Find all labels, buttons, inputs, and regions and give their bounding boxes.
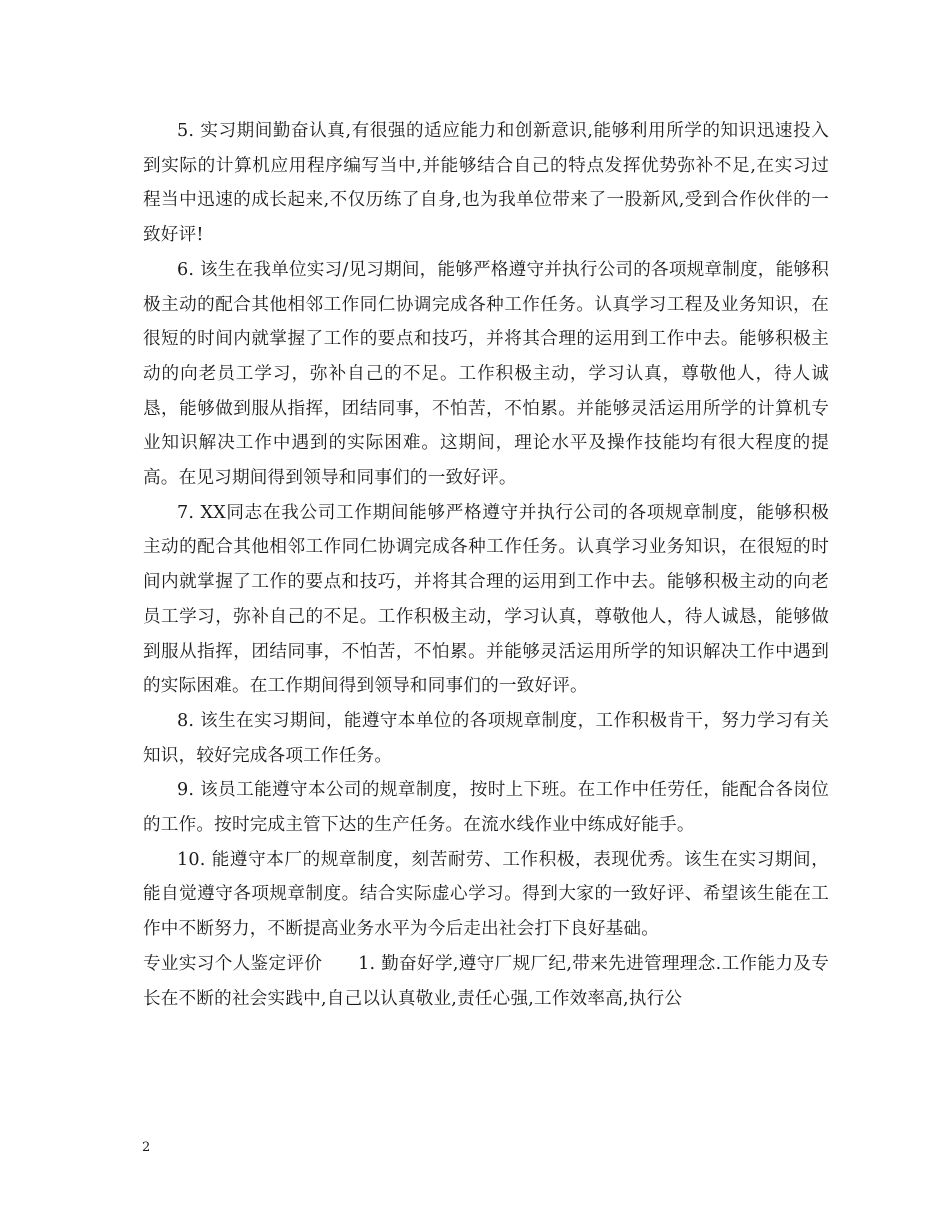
paragraph-10: 10. 能遵守本厂的规章制度，刻苦耐劳、工作积极，表现优秀。该生在实习期间，能自觉遵守各项规章制度。结合实际虚心学习。得到大家的一致好评、希望该生能在工作中不断努力，不断提高业务水平为今后走出社会打下良好基础。 (143, 849, 829, 940)
paragraph-8: 8. 该生在实习期间，能遵守本单位的各项规章制度，工作积极肯干，努力学习有关知识，较好完成各项工作任务。 (143, 710, 829, 766)
paragraph-5: 5. 实习期间勤奋认真,有很强的适应能力和创新意识,能够利用所学的知识迅速投入到实际的计算机应用程序编写当中,并能够结合自己的特点发挥优势弥补不足,在实习过程当中迅速的成长起来,不仅历练了自身,也为我单位带来了一股新风,受到合作伙伴的一致好评! (143, 121, 829, 246)
paragraph-7: 7. XX同志在我公司工作期间能够严格遵守并执行公司的各项规章制度，能够积极主动的配合其他相邻工作同仁协调完成各种工作任务。认真学习业务知识，在很短的时间内就掌握了工作的要点和技巧，并将其合理的运用到工作中去。能够积极主动的向老员工学习，弥补自己的不足。工作积极主动，学习认真，尊敬他人，待人诚恳，能够做到服从指挥，团结同事，不怕苦，不怕累。并能够灵活运用所学的知识解决工作中遇到的实际困难。在工作期间得到领导和同事们的一致好评。 (143, 502, 829, 697)
document-body (143, 114, 829, 1016)
paragraph-evaluation: 专业实习个人鉴定评价 1. 勤奋好学,遵守厂规厂纪,带来先进管理理念.工作能力及专长在不断的社会实践中,自己以认真敬业,责任心强,工作效率高,执行公 (143, 953, 829, 1009)
paragraph-6: 6. 该生在我单位实习/见习期间，能够严格遵守并执行公司的各项规章制度，能够积极主动的配合其他相邻工作同仁协调完成各种工作任务。认真学习工程及业务知识，在很短的时间内就掌握了工作的要点和技巧，并将其合理的运用到工作中去。能够积极主动的向老员工学习，弥补自己的不足。工作积极主动，学习认真，尊敬他人，待人诚恳，能够做到服从指挥，团结同事，不怕苦，不怕累。并能够灵活运用所学的计算机专业知识解决工作中遇到的实际困难。这期间，理论水平及操作技能均有很大程度的提高。在见习期间得到领导和同事们的一致好评。 (143, 259, 829, 489)
page-number: 2 (142, 1140, 151, 1155)
paragraph-9: 9. 该员工能遵守本公司的规章制度，按时上下班。在工作中任劳任，能配合各岗位的工作。按时完成主管下达的生产任务。在流水线作业中练成好能手。 (143, 780, 829, 836)
